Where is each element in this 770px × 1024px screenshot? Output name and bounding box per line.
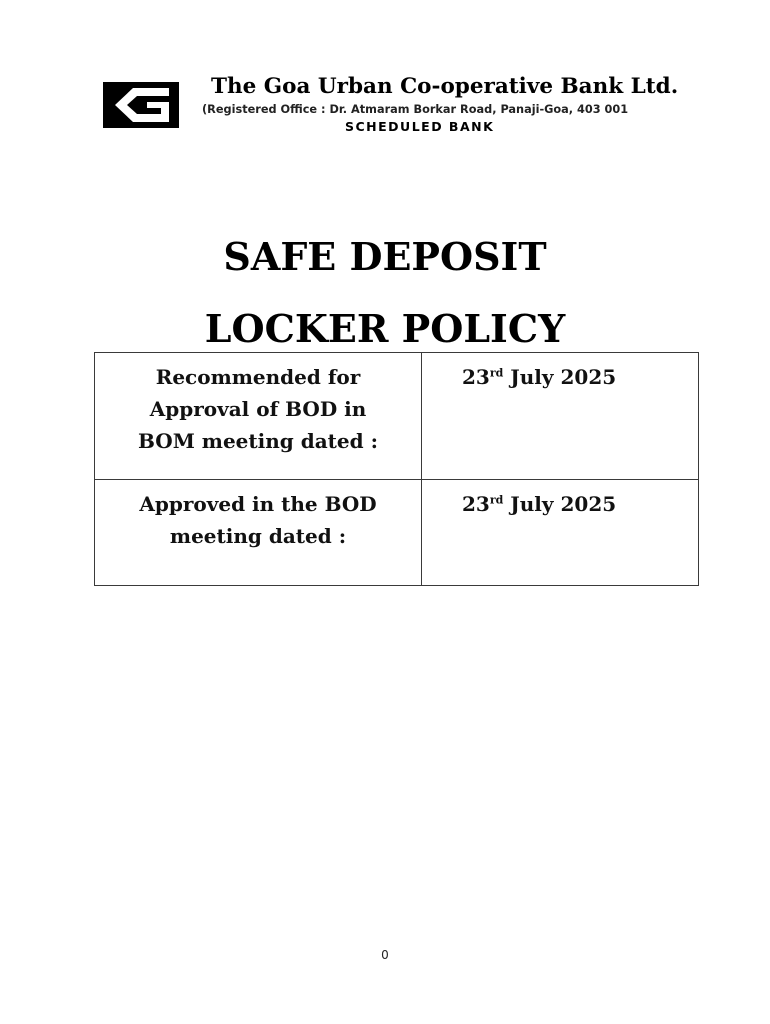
date-day: 23	[462, 492, 490, 516]
table-row	[95, 480, 699, 586]
date-day: 23	[462, 365, 490, 389]
approval-label-cell	[95, 480, 422, 586]
bank-address: (Registered Office : Dr. Atmaram Borkar Road, Panaji-Goa, 403 001	[202, 103, 629, 116]
label-line: BOM meeting dated :	[138, 429, 378, 453]
bank-name: The Goa Urban Co-operative Bank Ltd.	[211, 74, 679, 99]
date-month-year: July 2025	[503, 492, 617, 516]
approval-date-cell	[422, 353, 699, 480]
bank-header	[103, 74, 703, 138]
table-row	[95, 353, 699, 480]
date-suffix: rd	[489, 493, 504, 507]
label-line: Approval of BOD in	[149, 397, 367, 421]
page-number: 0	[381, 948, 389, 962]
date-suffix: rd	[489, 366, 504, 380]
label-line: Recommended for	[155, 365, 361, 389]
document-title-line-2: LOCKER POLICY	[204, 306, 566, 351]
approval-table	[94, 352, 699, 586]
approval-date-cell	[422, 480, 699, 586]
document-title-line-1: SAFE DEPOSIT	[223, 234, 547, 279]
goa-urban-bank-logo-icon	[103, 82, 179, 128]
approval-label-cell	[95, 353, 422, 480]
bank-type: SCHEDULED BANK	[345, 119, 495, 134]
label-line: meeting dated :	[169, 524, 347, 548]
date-month-year: July 2025	[503, 365, 617, 389]
label-line: Approved in the BOD	[139, 492, 377, 516]
